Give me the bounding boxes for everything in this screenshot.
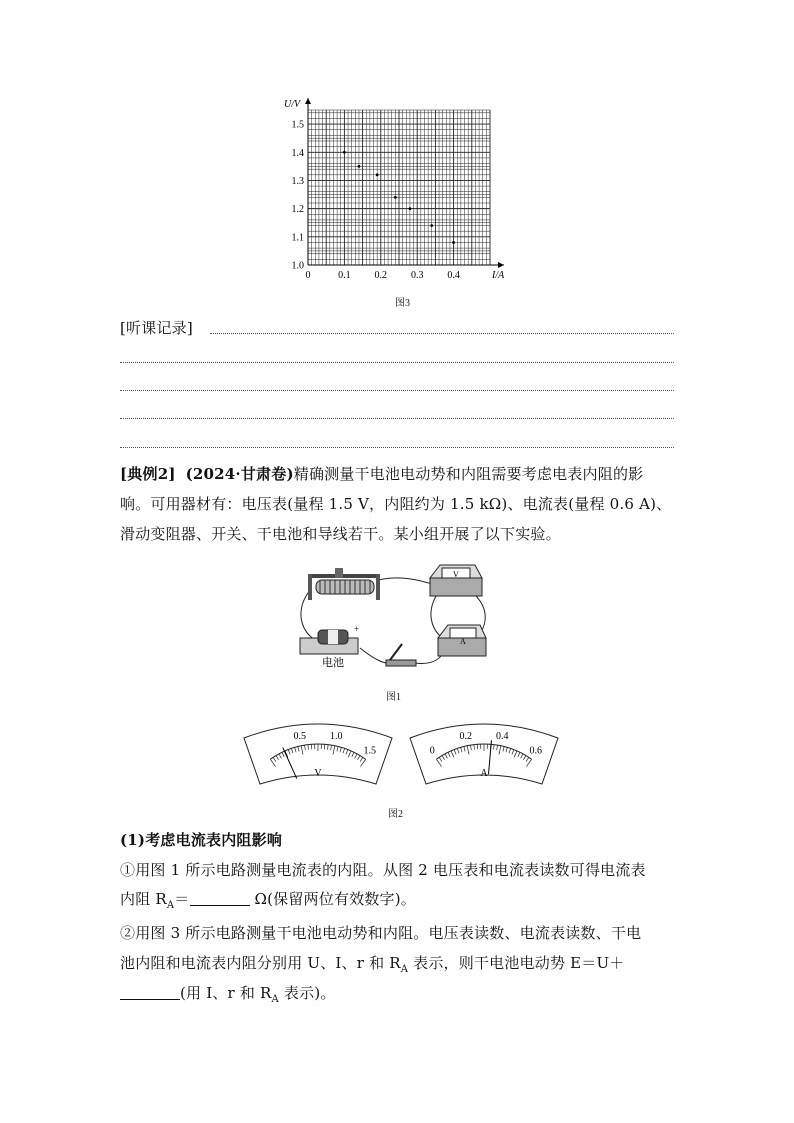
battery-plus: + bbox=[354, 624, 360, 634]
example-tag: [典例2] bbox=[120, 465, 176, 483]
y-tick-label: 1.0 bbox=[291, 260, 304, 272]
q1-ra-label: 内阻 R bbox=[120, 890, 167, 908]
example-source: (2024·甘肃卷) bbox=[185, 465, 294, 483]
notes-line-1[interactable] bbox=[210, 333, 674, 334]
data-point bbox=[430, 224, 433, 227]
y-tick-label: 1.5 bbox=[291, 119, 304, 131]
battery-device bbox=[300, 630, 358, 654]
example-line-1 bbox=[120, 464, 676, 484]
x-axis-arrow bbox=[498, 262, 504, 268]
part1-heading: (1)考虑电流表内阻影响 bbox=[120, 831, 283, 849]
q2-line-c bbox=[120, 983, 676, 1010]
figure-2-meters bbox=[238, 718, 568, 798]
wire bbox=[378, 578, 435, 585]
notes-line-3[interactable] bbox=[120, 390, 674, 391]
notes-line-4[interactable] bbox=[120, 418, 674, 419]
voltmeter-dial bbox=[244, 724, 392, 784]
figure-3-caption: 图3 bbox=[395, 298, 410, 309]
data-point bbox=[376, 173, 379, 176]
data-point bbox=[409, 207, 412, 210]
y-tick-label: 1.3 bbox=[291, 175, 304, 187]
notes-line-2[interactable] bbox=[120, 362, 674, 363]
dial-tick-label: 0.5 bbox=[293, 730, 306, 742]
q2-line-a: ②用图 3 所示电路测量干电池电动势和内阻。电压表读数、电流表读数、干电 bbox=[120, 924, 642, 942]
q1-equals: ＝ bbox=[174, 890, 190, 908]
q1-unit-note: Ω(保留两位有效数字)。 bbox=[249, 890, 417, 908]
q2-note-pre: (用 I、r 和 R bbox=[180, 984, 272, 1002]
y-tick-label: 1.2 bbox=[291, 204, 304, 216]
x-tick-label: 0 bbox=[305, 270, 311, 281]
figure-2-caption: 图2 bbox=[388, 809, 403, 820]
voltmeter-letter: V bbox=[453, 570, 459, 579]
q1-answer-blank[interactable] bbox=[190, 891, 250, 906]
dial-tick-label: 1.5 bbox=[363, 745, 376, 757]
x-tick-label: 0.3 bbox=[410, 270, 424, 281]
x-axis-title: I/A bbox=[492, 270, 505, 281]
dial-tick-label: 0.4 bbox=[496, 730, 509, 742]
y-axis-title: U/V bbox=[284, 99, 301, 110]
example-text-1: 精确测量干电池电动势和内阻需要考虑电表内阻的影 bbox=[293, 465, 644, 483]
dial-unit: V bbox=[314, 768, 322, 779]
figure-1-circuit bbox=[290, 560, 500, 680]
ammeter-letter: A bbox=[460, 637, 466, 646]
figure-1-caption: 图1 bbox=[386, 692, 401, 703]
q1-line-b bbox=[120, 889, 676, 916]
figure-3-graph bbox=[280, 95, 520, 285]
example-line-2: 响。可用器材有：电压表(量程 1.5 V，内阻约为 1.5 kΩ)、电流表(量程 0.6 A)、 bbox=[120, 495, 672, 513]
dial-unit: A bbox=[480, 768, 488, 779]
graph-grid bbox=[308, 110, 490, 265]
dial-tick-label: 1.0 bbox=[330, 730, 343, 742]
q2-line-b bbox=[120, 953, 676, 980]
dial-tick-label: 0.6 bbox=[529, 745, 542, 757]
q2-vars: 池内阻和电流表内阻分别用 U、I、r 和 R bbox=[120, 954, 401, 972]
q1-ra-sub: A bbox=[166, 900, 175, 911]
y-tick-label: 1.4 bbox=[291, 147, 304, 159]
q2-formula: 表示，则干电池电动势 E＝U＋ bbox=[408, 954, 625, 972]
switch bbox=[386, 644, 416, 666]
battery-label: 电池 bbox=[322, 657, 344, 669]
q2-note-sub: A bbox=[271, 994, 279, 1005]
q2-note-post: 表示)。 bbox=[278, 984, 336, 1002]
notes-line-5[interactable] bbox=[120, 447, 674, 448]
y-axis-arrow bbox=[305, 98, 311, 104]
notes-label: [听课记录] bbox=[120, 319, 193, 337]
x-tick-label: 0.1 bbox=[338, 270, 351, 281]
q2-answer-blank[interactable] bbox=[120, 985, 180, 1000]
dial-tick-label: 0 bbox=[429, 745, 435, 757]
x-tick-label: 0.4 bbox=[447, 270, 460, 281]
data-point bbox=[452, 241, 455, 244]
x-tick-label: 0.2 bbox=[374, 270, 388, 281]
ammeter-dial bbox=[410, 724, 558, 784]
y-tick-label: 1.1 bbox=[291, 232, 304, 244]
data-point bbox=[358, 165, 361, 168]
wire bbox=[301, 590, 315, 640]
q1-line-a: ①用图 1 所示电路测量电流表的内阻。从图 2 电压表和电流表读数可得电流表 bbox=[120, 861, 646, 879]
dial-tick-label: 0.2 bbox=[459, 730, 472, 742]
example-line-3: 滑动变阻器、开关、干电池和导线若干。某小组开展了以下实验。 bbox=[120, 525, 561, 543]
data-point bbox=[343, 151, 346, 154]
q2-ra-sub: A bbox=[400, 964, 409, 975]
data-point bbox=[394, 196, 397, 199]
rheostat bbox=[308, 568, 380, 600]
